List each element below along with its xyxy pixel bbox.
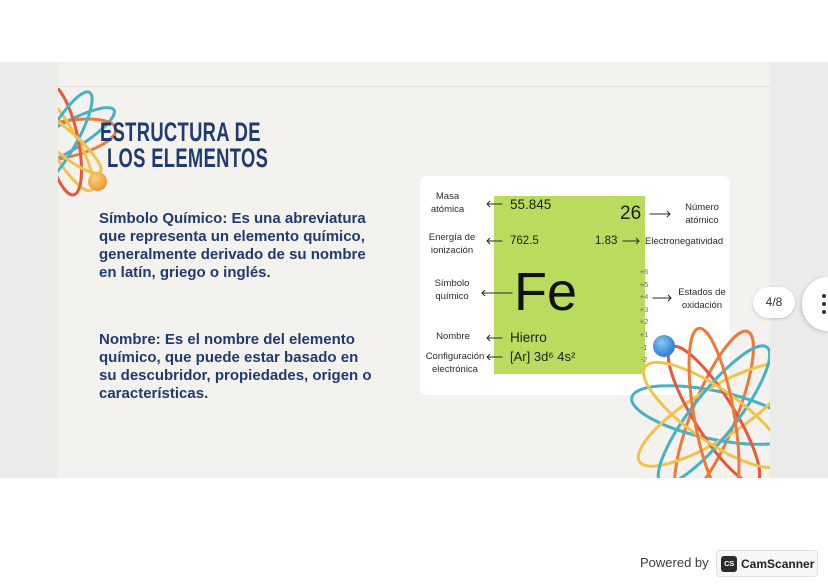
element-symbol: Fe [514, 262, 578, 322]
symbol-definition-line: que representa un elemento químico, [99, 228, 365, 245]
electron-configuration-label-line: electrónica [432, 364, 478, 375]
oxidation-state: -1 [640, 342, 648, 352]
oxidation-state: +2 [639, 317, 649, 327]
camscanner-logo-icon: CS [721, 556, 737, 572]
name-definition-line: su descubridor, propiedades, origen o [99, 367, 372, 384]
name-label [430, 330, 476, 343]
slide-divider [58, 86, 770, 87]
oxidation-state: +1 [639, 329, 649, 339]
electronegativity-label-line: Electronegatividad [645, 236, 724, 247]
camscanner-brand: CamScanner [741, 557, 815, 571]
symbol-label-line: químico [435, 291, 469, 302]
symbol-definition-line: en latín, griego o inglés. [99, 264, 271, 281]
atomic-number-value: 26 [620, 203, 642, 224]
arrow-right-icon [622, 237, 640, 245]
name-definition [99, 331, 372, 403]
blue-planet-decoration [653, 335, 675, 357]
oxidation-state: +3 [639, 304, 649, 314]
camscanner-badge [716, 550, 818, 577]
atomic-mass-label-line: atómica [430, 204, 465, 215]
page-indicator: 4/8 [753, 287, 795, 318]
arrow-left-icon [486, 237, 503, 245]
symbol-label-line: Símbolo [434, 278, 470, 289]
symbol-label [430, 277, 474, 303]
orbit-decoration-bottom-right [628, 312, 770, 478]
atomic-number-label-line: atómico [685, 215, 719, 226]
powered-by-label: Powered by [640, 555, 709, 570]
name-label-line: Nombre [436, 331, 470, 342]
menu-dot [822, 294, 826, 298]
oxidation-state: +6 [639, 267, 649, 276]
atomic-mass-value: 55.845 [510, 197, 552, 212]
element-name-value: Hierro [510, 330, 547, 345]
electron-configuration-label-line: Configuración [425, 351, 485, 362]
oxidation-state: -2 [640, 355, 648, 365]
name-definition-line: Nombre: Es el nombre del elemento [99, 331, 355, 348]
oxidation-state: +4 [639, 292, 649, 302]
atomic-number-label [679, 201, 725, 227]
slide-title-line-2: LOS ELEMENTOS [107, 143, 269, 173]
name-definition-line: características. [99, 385, 209, 402]
electronegativity-value: 1.83 [595, 235, 618, 247]
atomic-number-label-line: Número [685, 202, 719, 213]
electron-configuration-label [420, 350, 490, 376]
symbol-definition-line: generalmente derivado de su nombre [99, 246, 366, 263]
menu-dot [822, 302, 826, 306]
electronegativity-label [645, 235, 723, 248]
slide-title-line-1: ESTRUCTURA DE [100, 117, 261, 147]
arrow-left-icon [486, 334, 503, 342]
ionization-energy-label [424, 231, 480, 257]
arrow-right-icon [652, 294, 672, 302]
orbit-ring [628, 347, 770, 478]
arrow-left-icon [481, 289, 513, 297]
arrow-left-icon [486, 353, 503, 361]
symbol-definition [99, 210, 366, 282]
oxidation-states-label [674, 286, 730, 312]
atomic-mass-label [425, 190, 470, 216]
symbol-definition-line: Símbolo Químico: Es una abreviatura [99, 210, 366, 227]
atomic-mass-label-line: Masa [435, 191, 460, 202]
ionization-energy-label-line: ionización [430, 245, 474, 256]
oxidation-states-label-line: Estados de [678, 287, 726, 298]
ionization-energy-label-line: Energía de [428, 232, 476, 243]
menu-dot [822, 310, 826, 314]
name-definition-line: químico, que puede estar basado en [99, 349, 359, 366]
orange-planet-decoration [88, 172, 107, 191]
oxidation-states-label-line: oxidación [681, 300, 723, 311]
arrow-left-icon [486, 200, 503, 208]
electron-configuration-value: [Ar] 3d⁶ 4s² [510, 349, 576, 364]
arrow-right-icon [649, 210, 671, 218]
oxidation-state: +5 [639, 279, 649, 289]
ionization-energy-value: 762.5 [510, 235, 539, 247]
